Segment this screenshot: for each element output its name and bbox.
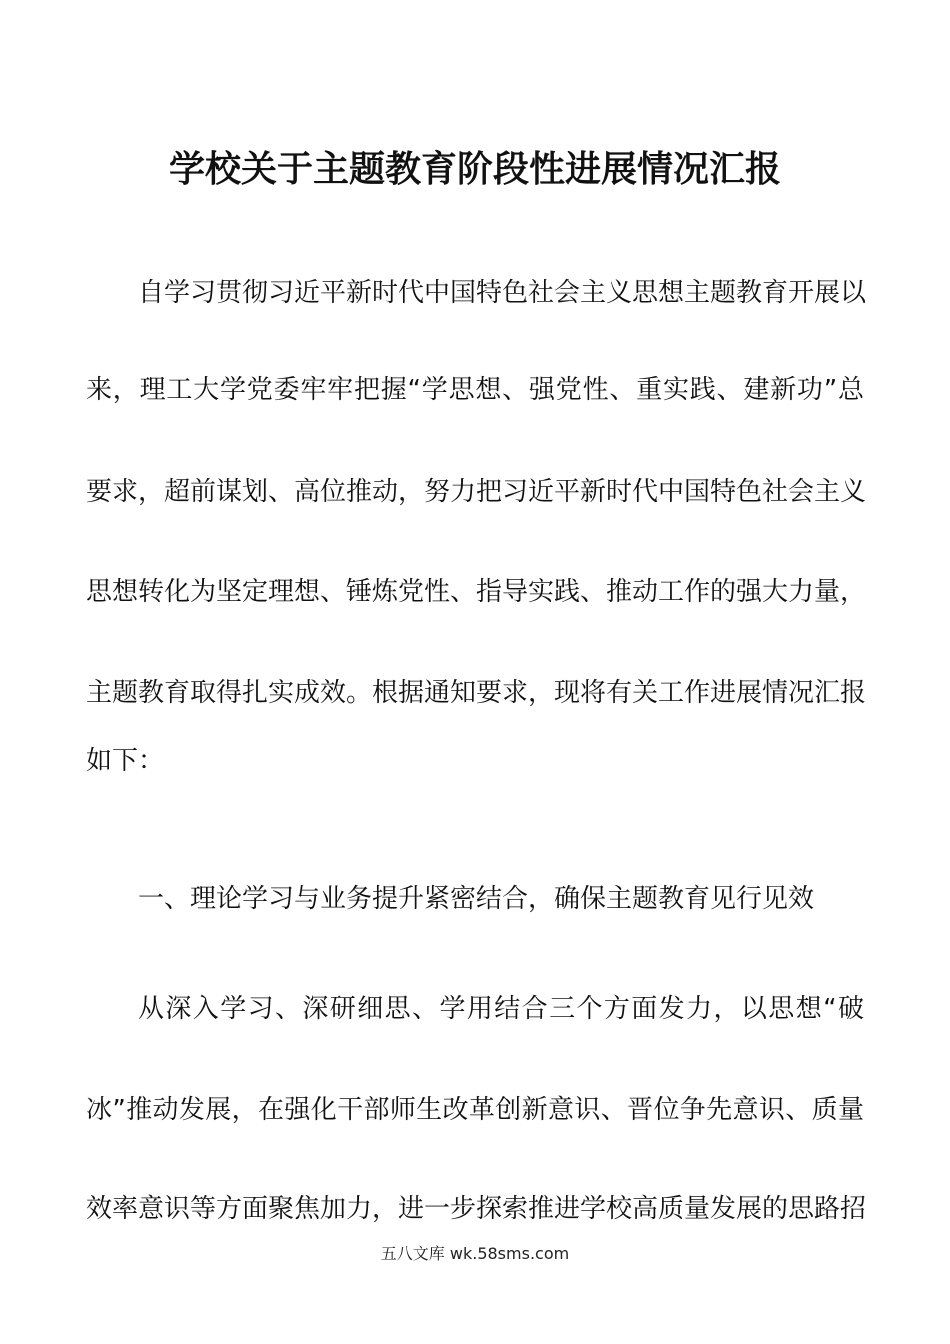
paragraph-line: 效率意识等方面聚焦加力，进一步探索推进学校高质量发展的思路招 — [86, 1194, 867, 1224]
paragraph-line: 从深入学习、深研细思、学用结合三个方面发力，以思想“破 — [138, 994, 864, 1024]
paragraph-line: 主题教育取得扎实成效。根据通知要求，现将有关工作进展情况汇报 — [86, 678, 867, 708]
paragraph-line: 思想转化为坚定理想、锤炼党性、指导实践、推动工作的强大力量， — [86, 577, 867, 607]
paragraph-line: 要求，超前谋划、高位推动，努力把习近平新时代中国特色社会主义 — [86, 477, 867, 507]
paragraph-line: 如下： — [86, 746, 165, 776]
section-heading: 一、理论学习与业务提升紧密结合，确保主题教育见行见效 — [138, 884, 815, 914]
paragraph-line: 来，理工大学党委牢牢把握“学思想、强党性、重实践、建新功”总 — [86, 375, 864, 405]
document-title: 学校关于主题教育阶段性进展情况汇报 — [168, 149, 781, 190]
footer-watermark: 五八文库 wk.58sms.com — [380, 1244, 570, 1263]
paragraph-line: 自学习贯彻习近平新时代中国特色社会主义思想主题教育开展以 — [138, 278, 867, 308]
paragraph-line: 冰”推动发展，在强化干部师生改革创新意识、晋位争先意识、质量 — [86, 1095, 864, 1125]
